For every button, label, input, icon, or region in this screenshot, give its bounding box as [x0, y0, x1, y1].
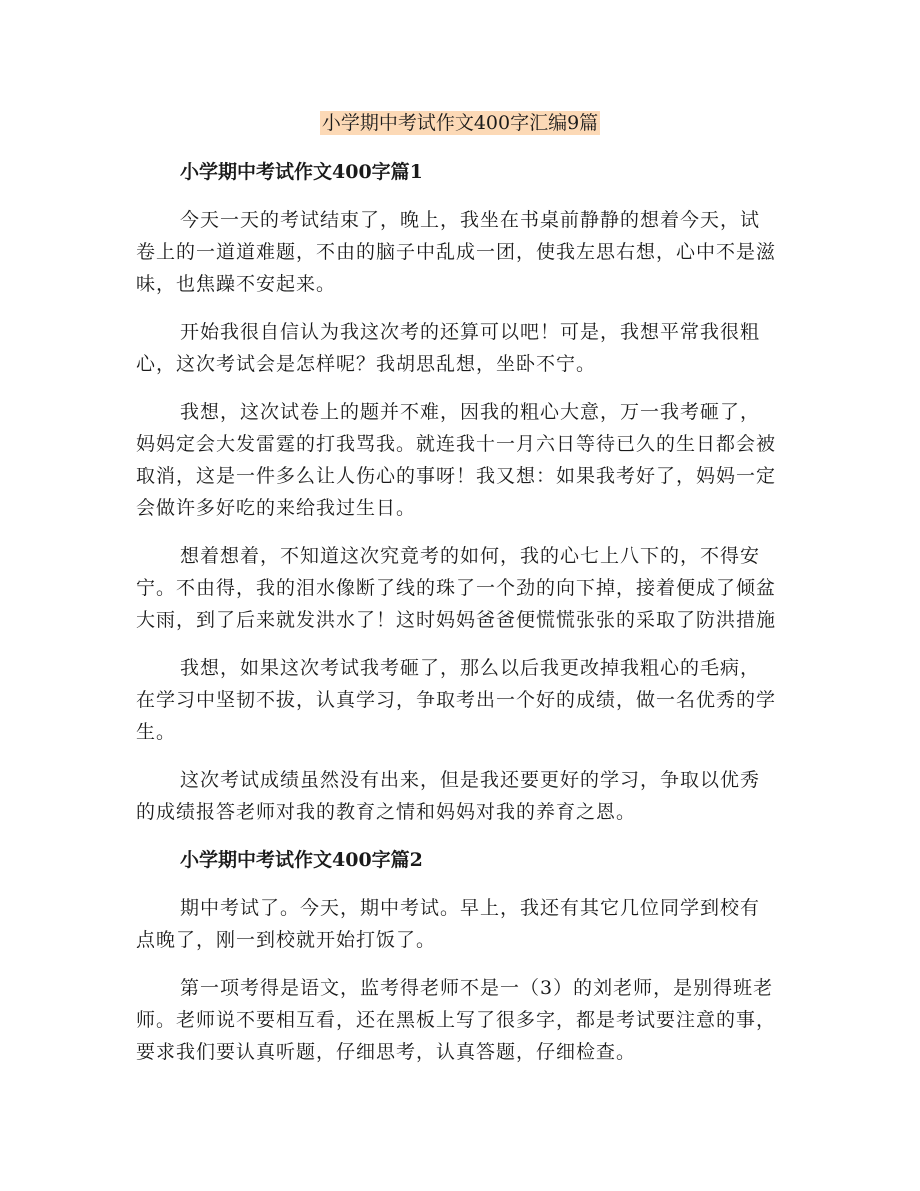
section-1 — [136, 156, 776, 828]
document-title-text: 小学期中考试作文400字汇编9篇 — [321, 112, 599, 134]
paragraph: 想着想着，不知道这次究竟考的如何，我的心七上八下的，不得安宁。不由得，我的泪水像断了线的珠了一个劲的向下掉，接着便成了倾盆大雨，到了后来就发洪水了！这时妈妈爸爸便慌慌张张的采取了防洪措施 — [136, 545, 777, 631]
section-heading: 小学期中考试作文400字篇1 — [180, 161, 423, 183]
paragraph: 第一项考得是语文，监考得老师不是一（3）的刘老师，是别得班老师。老师说不要相互看，还在黑板上写了很多字，都是考试要注意的事，要求我们要认真听题，仔细思考，认真答题，仔细检查。 — [136, 977, 777, 1063]
paragraph: 今天一天的考试结束了，晚上，我坐在书桌前静静的想着今天，试卷上的一道道难题，不由的脑子中乱成一团，使我左思右想，心中不是滋味，也焦躁不安起来。 — [136, 209, 777, 295]
paragraph: 开始我很自信认为我这次考的还算可以吧！可是，我想平常我很粗心，这次考试会是怎样呢？我胡思乱想，坐卧不宁。 — [136, 321, 761, 375]
paragraph: 期中考试了。今天，期中考试。早上，我还有其它几位同学到校有点晚了，刚一到校就开始打饭了。 — [136, 897, 761, 951]
document-title — [0, 109, 920, 137]
paragraph: 这次考试成绩虽然没有出来，但是我还要更好的学习，争取以优秀的成绩报答老师对我的教育之情和妈妈对我的养育之恩。 — [136, 769, 761, 823]
document-body — [136, 156, 776, 1084]
section-2 — [136, 844, 776, 1068]
section-heading: 小学期中考试作文400字篇2 — [180, 849, 423, 871]
paragraph: 我想，这次试卷上的题并不难，因我的粗心大意，万一我考砸了，妈妈定会大发雷霆的打我骂我。就连我十一月六日等待已久的生日都会被取消，这是一件多么让人伤心的事呀！我又想：如果我考好了，妈妈一定会做许多好吃的来给我过生日。 — [136, 401, 777, 519]
paragraph: 我想，如果这次考试我考砸了，那么以后我更改掉我粗心的毛病，在学习中坚韧不拔，认真学习，争取考出一个好的成绩，做一名优秀的学生。 — [136, 657, 777, 743]
